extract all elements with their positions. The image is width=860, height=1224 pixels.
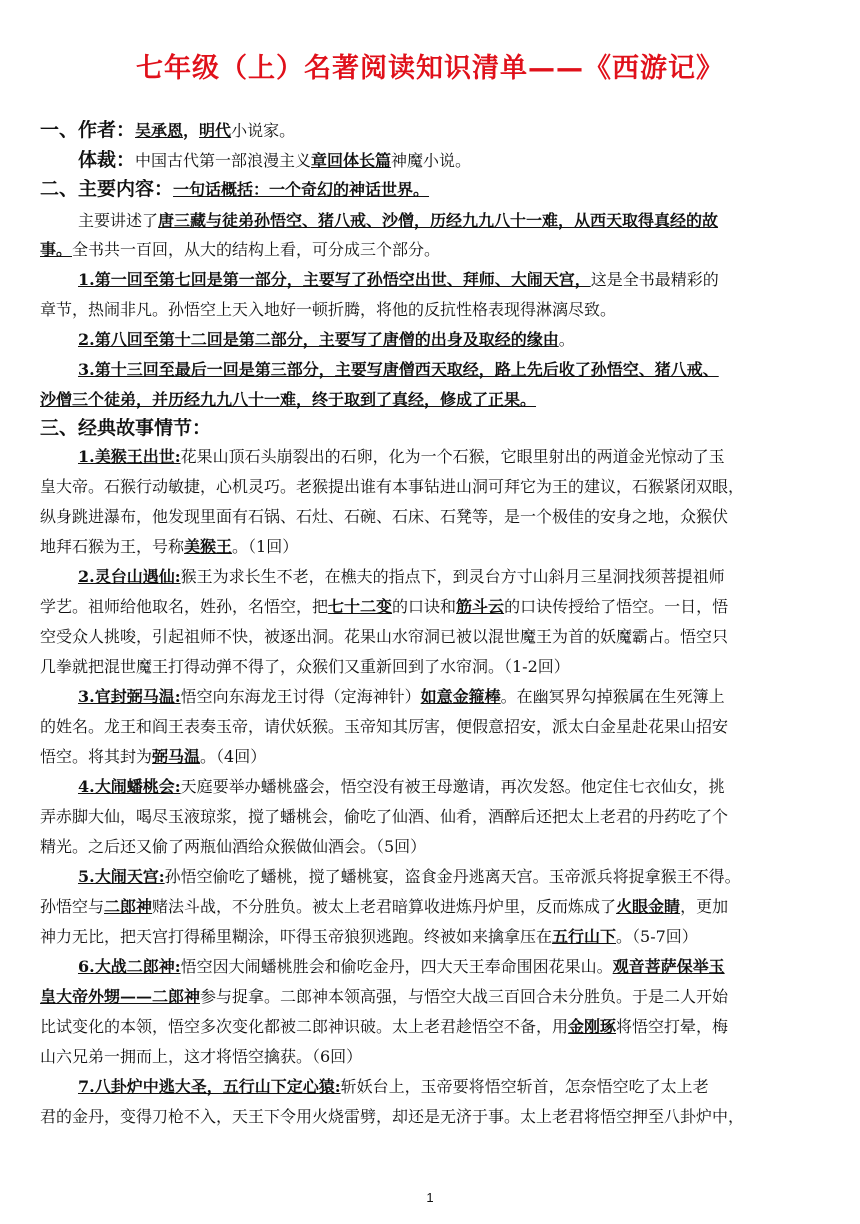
text-line: [78, 360, 820, 380]
text-line: [40, 747, 820, 767]
text-line: [78, 211, 820, 231]
text-run: 赌法斗战，不分胜负。被太上老君暗算收进炼丹炉里，反而炼成了: [152, 897, 617, 916]
text-run: 悟空因大闹蟠桃胜会和偷吃金丹，四大天王奉命围困花果山。: [180, 957, 613, 976]
text-run: 孙悟空偷吃了蟠桃，搅了蟠桃宴，盗食金丹逃离天宫。玉帝派兵将捉拿猴王不得。: [164, 867, 741, 886]
emphasis-text: 筋斗云: [456, 597, 505, 616]
text-line: [78, 567, 820, 587]
emphasis-text: 火眼金睛: [616, 897, 681, 916]
text-run: 猴王为求长生不老，在樵夫的指点下，到灵台方寸山斜月三星洞找须菩提祖师: [180, 567, 725, 586]
text-line: [40, 240, 820, 260]
emphasis-text: 事。: [40, 240, 73, 259]
emphasis-text: 金刚琢: [568, 1017, 617, 1036]
text-line: [40, 597, 820, 617]
text-line: [40, 627, 820, 647]
text-line: [40, 537, 820, 557]
text-run: 的姓名。龙王和阎王表奏玉帝，请伏妖猴。玉帝知其厉害，便假意招安，派太白金星赴花果山招安: [40, 717, 729, 736]
text-line: [40, 1017, 820, 1037]
emphasis-text: 吴承恩: [135, 121, 184, 140]
text-run: 几拳就把混世魔王打得动弹不得了，众猴们又重新回到了水帘洞。（1-2回）: [40, 657, 570, 676]
emphasis-text: 一句话概括：一个奇幻的神话世界。: [173, 180, 430, 199]
text-line: [40, 927, 820, 947]
emphasis-text: 7.八卦炉中逃大圣，五行山下定心猿:: [78, 1077, 341, 1096]
text-run: 弄赤脚大仙，喝尽玉液琼浆，搅了蟠桃会，偷吃了仙酒、仙肴，酒醉后还把太上老君的丹药吃了个: [40, 807, 729, 826]
text-line: [40, 717, 820, 737]
text-run: 神魔小说。: [391, 151, 472, 170]
emphasis-text: 皇大帝外甥——二郎神: [40, 987, 201, 1006]
text-line: [40, 120, 820, 141]
emphasis-text: 3.官封弼马温:: [78, 687, 181, 706]
emphasis-text: 2.第八回至第十二回是第二部分，主要写了唐僧的出身及取经的缘由: [78, 330, 559, 349]
text-run: 学艺。祖师给他取名，姓孙，名悟空，把: [40, 597, 329, 616]
text-line: [40, 1107, 820, 1127]
text-line: [78, 957, 820, 977]
emphasis-text: 五行山下: [552, 927, 617, 946]
text-run: 天庭要举办蟠桃盛会，悟空没有被王母邀请，再次发怒。他定住七衣仙女，挑: [180, 777, 725, 796]
emphasis-text: 4.大闹蟠桃会:: [78, 777, 181, 796]
emphasis-text: 3.第十三回至最后一回是第三部分，主要写唐僧西天取经，路上先后收了孙悟空、猪八戒、: [78, 360, 719, 379]
text-run: 花果山顶石头崩裂出的石卵，化为一个石猴，它眼里射出的两道金光惊动了玉: [180, 447, 725, 466]
emphasis-text: 2.灵台山遇仙:: [78, 567, 181, 586]
text-run: 章节，热闹非凡。孙悟空上天入地好一顿折腾，将他的反抗性格表现得淋漓尽致。: [40, 300, 617, 319]
text-run: 。: [558, 330, 575, 349]
text-run: 。（1回）: [232, 537, 299, 556]
page-number: 1: [426, 1190, 434, 1205]
text-line: [78, 330, 820, 350]
text-line: [78, 270, 820, 290]
emphasis-text: 观音菩萨保举玉: [612, 957, 725, 976]
section-heading: 二、主要内容：: [40, 179, 174, 200]
text-run: 地拜石猴为王，号称: [40, 537, 185, 556]
text-line: [78, 1077, 820, 1097]
emphasis-text: 1.第一回至第七回是第一部分，主要写了孙悟空出世、拜师、大闹天宫，: [78, 270, 591, 289]
emphasis-text: 二郎神: [104, 897, 153, 916]
text-run: 山六兄弟一拥而上，这才将悟空擒获。（6回）: [40, 1047, 363, 1066]
emphasis-text: 沙僧三个徒弟，并历经九九八十一难，终于取到了真经，修成了正果。: [40, 390, 537, 409]
emphasis-text: 章回体长篇: [311, 151, 392, 170]
text-run: 全书共一百回，从大的结构上看，可分成三个部分。: [72, 240, 441, 259]
emphasis-text: 弼马温: [152, 747, 201, 766]
text-line: [78, 687, 820, 707]
emphasis-text: 七十二变: [328, 597, 393, 616]
text-run: 小说家。: [231, 121, 296, 140]
text-run: 参与捉拿。二郎神本领高强，与悟空大战三百回合未分胜负。于是二人开始: [200, 987, 729, 1006]
text-run: 。（4回）: [200, 747, 267, 766]
emphasis-text: 如意金箍棒: [420, 687, 501, 706]
text-line: [40, 300, 820, 320]
text-run: 空受众人挑唆，引起祖师不快，被逐出洞。花果山水帘洞已被以混世魔王为首的妖魔霸占。悟空只: [40, 627, 729, 646]
emphasis-text: 6.大战二郎神:: [78, 957, 181, 976]
text-run: 这是全书最精彩的: [590, 270, 719, 289]
text-run: 纵身跳进瀑布，他发现里面有石锅、石灶、石碗、石床、石凳等，是一个极佳的安身之地，众猴伏: [40, 507, 729, 526]
text-line: [40, 179, 820, 200]
emphasis-text: 唐三藏与徒弟孙悟空、猪八戒、沙僧，历经九九八十一难，从西天取得真经的故: [158, 211, 719, 230]
text-run: 神力无比，把天宫打得稀里糊涂，吓得玉帝狼狈逃跑。终被如来擒拿压在: [40, 927, 553, 946]
emphasis-text: 1.美猴王出世:: [78, 447, 181, 466]
emphasis-text: 5.大闹天宫:: [78, 867, 165, 886]
text-run: 皇大帝。石猴行动敏捷，心机灵巧。老猴提出谁有本事钻进山洞可拜它为王的建议，石猴紧闭双眼，: [40, 477, 745, 496]
emphasis-text: 明代: [199, 121, 232, 140]
text-run: 悟空。将其封为: [40, 747, 153, 766]
section-heading: 一、作者：: [40, 120, 136, 141]
text-line: [40, 477, 820, 497]
section-heading: 三、经典故事情节：: [40, 418, 212, 439]
text-line: [40, 418, 820, 439]
text-line: [40, 837, 820, 857]
section-heading: 体裁：: [78, 150, 136, 171]
text-run: 斩妖台上，玉帝要将悟空斩首，怎奈悟空吃了太上老: [340, 1077, 709, 1096]
text-line: [40, 987, 820, 1007]
text-run: 孙悟空与: [40, 897, 105, 916]
document-title: 七年级（上）名著阅读知识清单——《西游记》: [136, 53, 724, 84]
text-run: 的口诀传授给了悟空。一日，悟: [504, 597, 729, 616]
text-line: [78, 150, 820, 171]
text-run: 比试变化的本领，悟空多次变化都被二郎神识破。太上老君趁悟空不备，用: [40, 1017, 569, 1036]
text-line: [40, 390, 820, 410]
text-line: [40, 807, 820, 827]
text-run: 。在幽冥界勾掉猴属在生死簿上: [500, 687, 725, 706]
text-run: 悟空向东海龙王讨得（定海神针）: [180, 687, 421, 706]
text-line: [40, 507, 820, 527]
text-run: 。（5-7回）: [616, 927, 698, 946]
emphasis-text: 美猴王: [184, 537, 233, 556]
text-line: [78, 777, 820, 797]
text-run: 主要讲述了: [78, 211, 159, 230]
text-run: 君的金丹，变得刀枪不入，天王下令用火烧雷劈，却还是无济于事。太上老君将悟空押至八卦炉中，: [40, 1107, 745, 1126]
text-line: [78, 447, 820, 467]
text-run: 将悟空打晕，梅: [616, 1017, 729, 1036]
text-run: ，: [183, 121, 200, 140]
text-line: [40, 657, 820, 677]
text-run: ，更加: [680, 897, 729, 916]
text-run: 的口诀和: [392, 597, 457, 616]
text-line: [40, 1047, 820, 1067]
text-run: 精光。之后还又偷了两瓶仙酒给众猴做仙酒会。（5回）: [40, 837, 427, 856]
text-line: [78, 867, 820, 887]
text-line: [40, 897, 820, 917]
text-run: 中国古代第一部浪漫主义: [135, 151, 312, 170]
